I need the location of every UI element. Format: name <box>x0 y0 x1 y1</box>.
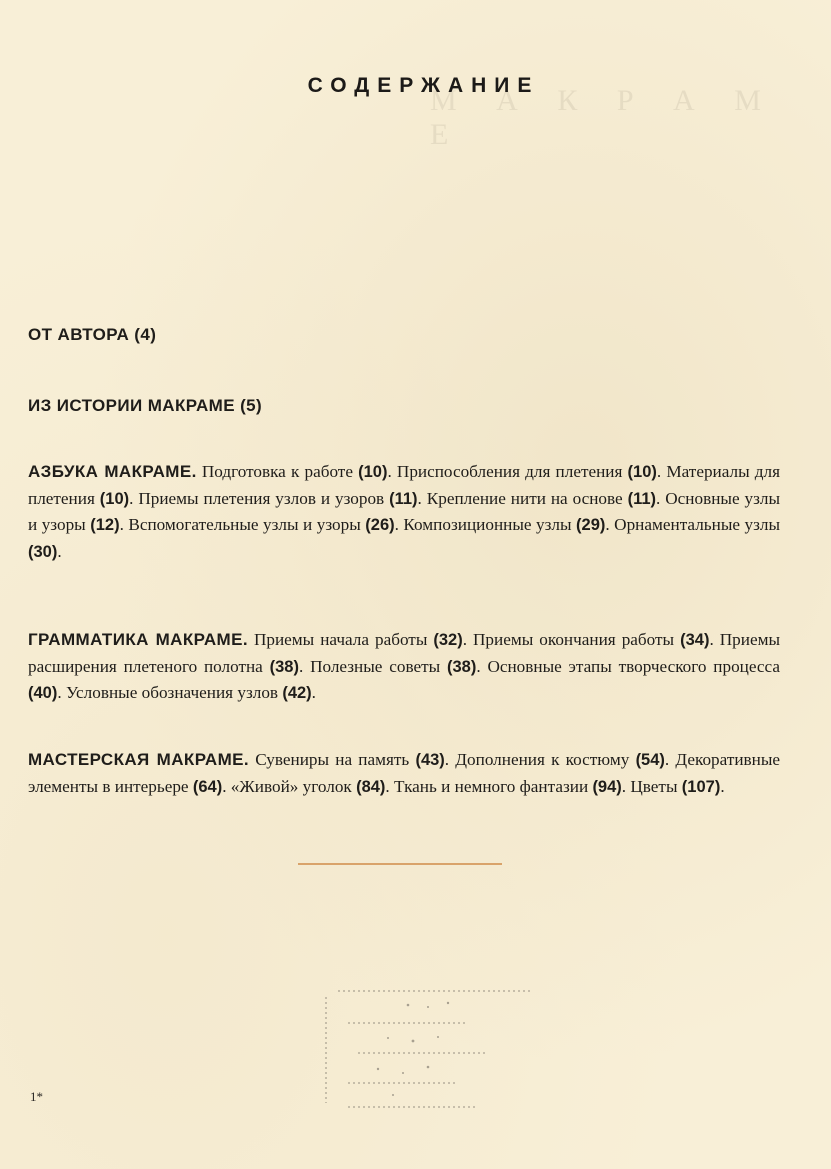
faded-library-stamp <box>318 983 540 1113</box>
toc-entry-history <box>28 396 262 416</box>
toc-item: Декоративные элементы в интерьере (64). <box>28 750 781 796</box>
toc-section-workshop <box>28 747 780 800</box>
toc-item: Приемы расширения плетеного полотна (38). <box>28 630 781 676</box>
decorative-rule <box>298 863 502 865</box>
toc-item: Основные этапы творческого процесса (40). <box>28 656 781 702</box>
toc-item: Приспособления для плетения (10). <box>396 462 662 481</box>
toc-item: Приемы начала работы (32). <box>253 630 468 649</box>
page-heading: СОДЕРЖАНИЕ <box>307 74 540 97</box>
toc-section-title: МАСТЕРСКАЯ МАКРАМЕ. <box>28 750 250 769</box>
toc-item: Полезные советы (38). <box>310 656 481 676</box>
toc-item: Условные обозначения узлов (42). <box>65 683 316 702</box>
toc-item: Орнаментальные узлы (30). <box>28 515 781 561</box>
toc-item: Приемы плетения узлов и узоров (11). <box>138 488 422 508</box>
toc-entry-page: (4) <box>134 325 157 344</box>
toc-item: Цветы (107). <box>630 776 725 796</box>
toc-item: Композиционные узлы (29). <box>403 515 610 534</box>
toc-item: Основные узлы и узоры (12). <box>28 488 781 534</box>
toc-entry-title: ОТ АВТОРА <box>28 325 130 344</box>
toc-item: Крепление нити на основе (11). <box>426 488 661 508</box>
toc-item: Дополнения к костюму (54). <box>455 750 670 769</box>
toc-section-alphabet <box>28 459 780 565</box>
page-folio: 1* <box>30 1089 43 1104</box>
toc-item: Ткань и немного фантазии (94). <box>394 776 627 796</box>
toc-section-title: АЗБУКА МАКРАМЕ. <box>28 462 197 481</box>
toc-entry-page: (5) <box>240 396 263 415</box>
toc-section-grammar <box>28 627 780 707</box>
toc-item: Сувениры на память (43). <box>255 750 450 769</box>
toc-item: Материалы для плетения (10). <box>28 462 781 508</box>
toc-item: Подготовка к работе (10). <box>201 462 392 481</box>
toc-entry-title: ИЗ ИСТОРИИ МАКРАМЕ <box>28 396 235 415</box>
toc-section-title: ГРАММАТИКА МАКРАМЕ. <box>28 630 248 649</box>
toc-item: «Живой» уголок (84). <box>230 776 390 796</box>
toc-item: Вспомогательные узлы и узоры (26). <box>128 515 399 534</box>
toc-entry-author <box>28 325 156 345</box>
show-through-text: М А К Р А М Е <box>430 84 777 151</box>
toc-item: Приемы окончания работы (34). <box>473 630 714 649</box>
